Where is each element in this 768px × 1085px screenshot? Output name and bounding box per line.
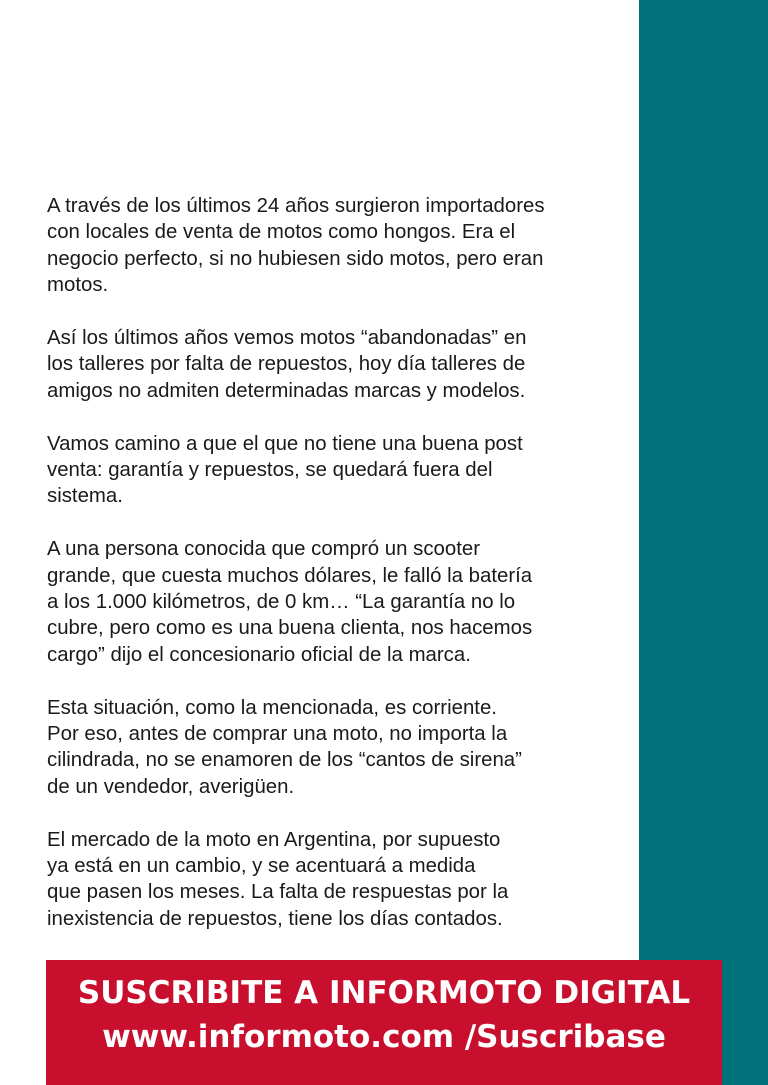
paragraph-line: Esta situación, como la mencionada, es corriente. xyxy=(47,696,497,719)
paragraph-line: negocio perfecto, si no hubiesen sido motos, pero eran xyxy=(47,247,544,270)
paragraph-line: cilindrada, no se enamoren de los “cantos de sirena” xyxy=(47,749,522,772)
subscribe-banner[interactable] xyxy=(46,960,722,1085)
paragraph-line: amigos no admiten determinadas marcas y modelos. xyxy=(47,379,526,402)
paragraph-line: sistema. xyxy=(47,485,123,508)
paragraph-line: los talleres por falta de repuestos, hoy día talleres de xyxy=(47,353,526,376)
paragraph-line: El mercado de la moto en Argentina, por supuesto xyxy=(47,828,501,851)
article-paragraph xyxy=(47,536,637,668)
paragraph-line: ya está en un cambio, y se acentuará a medida xyxy=(47,855,476,878)
paragraph-line: grande, que cuesta muchos dólares, le falló la batería xyxy=(47,564,533,587)
paragraph-line: venta: garantía y repuestos, se quedará fuera del xyxy=(47,459,493,482)
paragraph-line: Vamos camino a que el que no tiene una buena post xyxy=(47,432,523,455)
paragraph-line: de un vendedor, averigüen. xyxy=(47,775,295,798)
paragraph-line: Por eso, antes de comprar una moto, no importa la xyxy=(47,723,508,746)
paragraph-line: a los 1.000 kilómetros, de 0 km… “La garantía no lo xyxy=(47,591,516,614)
paragraph-line: Así los últimos años vemos motos “abandonadas” en xyxy=(47,327,527,350)
paragraph-line: inexistencia de repuestos, tiene los días contados. xyxy=(47,907,503,930)
article-paragraph xyxy=(47,827,637,933)
paragraph-line: cargo” dijo el concesionario oficial de la marca. xyxy=(47,643,471,666)
paragraph-line: A través de los últimos 24 años surgieron importadores xyxy=(47,195,545,217)
paragraph-line: cubre, pero como es una buena clienta, nos hacemos xyxy=(47,617,533,640)
paragraph-line: que pasen los meses. La falta de respuestas por la xyxy=(47,881,509,904)
subscribe-url-link[interactable]: www.informoto.com /Suscribase xyxy=(102,1019,666,1055)
article-paragraph xyxy=(47,325,637,404)
paragraph-line: motos. xyxy=(47,274,109,297)
paragraph-line: con locales de venta de motos como hongos. Era el xyxy=(47,221,516,244)
paragraph-line: A una persona conocida que compró un scooter xyxy=(47,538,481,561)
article-paragraph xyxy=(47,193,637,299)
subscribe-title[interactable]: SUSCRIBITE A INFORMOTO DIGITAL xyxy=(77,975,691,1011)
article-body xyxy=(47,193,637,959)
article-paragraph xyxy=(47,695,637,801)
teal-side-bar xyxy=(639,0,768,1085)
article-paragraph xyxy=(47,431,637,510)
